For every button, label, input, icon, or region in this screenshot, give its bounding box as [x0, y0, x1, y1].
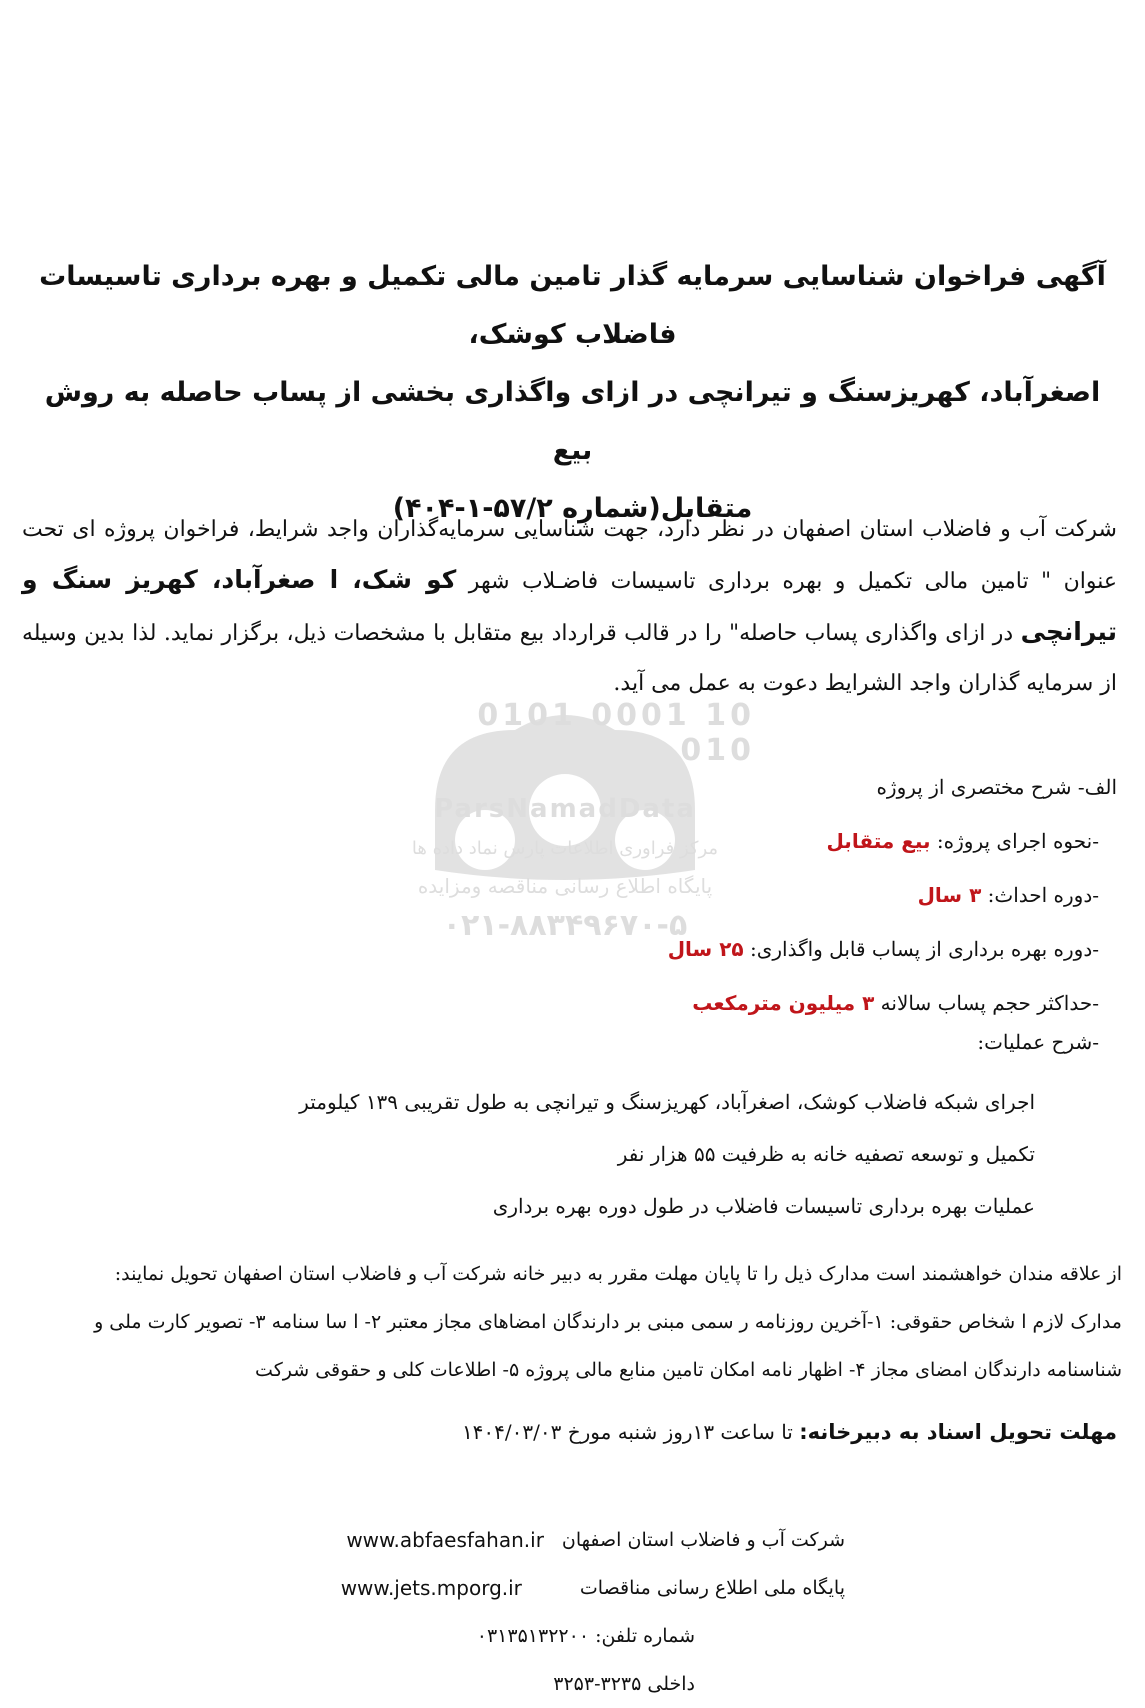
documents-line-2: مدارک لازم ا شخاص حقوقی: ۱-آخرین روزنامه ر سمی مبنی بر دارندگان امضاهای مجاز معتبر ۲- ا سا سنامه ۳- تصویر کارت ملی و	[94, 1311, 1122, 1333]
footer-portal: پایگاه ملی اطلاع رسانی مناقصات	[579, 1577, 845, 1599]
summary-item-label: -دوره بهره برداری از پساب قابل واگذاری:	[743, 937, 1099, 961]
required-documents	[22, 1250, 1122, 1394]
footer-phone	[285, 1612, 845, 1660]
intro-part-1: شرکت آب و فاضلاب استان اصفهان در نظر دارد، جهت شناسایی سرمایه‌گذاران واجد شرایط، فراخوان پروژه ای تحت عنوان " تامین مالی تکمیل و بهره برداری تاسیسات فاضـلاب شهر	[22, 517, 1117, 594]
title-line-1: آگهی فراخوان شناسایی سرمایه گذار تامین مالی تکمیل و بهره برداری تاسیسات فاضلاب کوشک،	[39, 261, 1106, 350]
intro-cities: کو شک، ا صغرآباد، کهریز سنگ و تیرانچی	[22, 565, 1117, 646]
documents-line-1: از علاقه مندان خواهشمند است مدارک ذیل را تا پایان مهلت مقرر به دبیر خانه شرکت آب و فاضلاب استان اصفهان تحویل نمایند:	[114, 1263, 1122, 1285]
documents-line-3: شناسنامه دارندگان امضای مجاز ۴- اظهار نامه امکان تامین منابع مالی پروژه ۵- اطلاعات کلی و حقوقی شرکت	[255, 1359, 1122, 1381]
title-line-2: اصغرآباد، کهریزسنگ و تیرانچی در ازای واگذاری بخشی از پساب حاصله به روش بیع	[44, 377, 1101, 466]
title-line-3: متقابل(شماره ۵۷/۲-۱-۴۰۴)	[392, 493, 753, 524]
watermark-phone: ۰۲۱-۸۸۳۴۹۶۷۰-۵	[442, 908, 688, 943]
watermark-line1: مرکز فراوری اطلاعات پارس نماد داده ها	[411, 838, 719, 859]
company-website-link[interactable]: www.abfaesfahan.ir	[346, 1528, 544, 1552]
summary-item-value: ۲۵ سال	[667, 937, 744, 961]
footer-company-row	[285, 1516, 845, 1564]
footer-extension	[285, 1660, 845, 1708]
intro-part-2: در ازای واگذاری پساب حاصله" را در قالب قرارداد بیع متقابل با مشخصات ذیل، برگزار نماید. لذا بدین وسیله از سرمایه گذاران واجد الشرایط دعوت به عمل می آید.	[22, 621, 1117, 696]
contact-footer	[285, 1516, 845, 1708]
summary-heading: الف- شرح مختصری از پروژه	[876, 775, 1117, 799]
summary-item-construction	[417, 868, 1117, 922]
summary-item-label: -دوره احداث:	[981, 883, 1099, 907]
footer-extension-text: داخلی ۳۲۳۵-۳۲۵۳	[553, 1673, 695, 1695]
summary-item-value: ۳ میلیون مترمکعب	[692, 991, 875, 1015]
submission-deadline	[462, 1420, 1117, 1444]
watermark-line2: پایگاه اطلاع رسانی مناقصه ومزایده	[417, 874, 713, 898]
operation-item: اجرای شبکه فاضلاب کوشک، اصغرآباد، کهریزسنگ و تیرانچی به طول تقریبی ۱۳۹ کیلومتر	[299, 1090, 1035, 1114]
summary-item-label: -حداکثر حجم پساب سالانه	[874, 991, 1099, 1015]
intro-paragraph	[22, 505, 1117, 709]
summary-item-value: بیع متقابل	[826, 829, 931, 853]
footer-portal-row	[285, 1564, 845, 1612]
summary-item-method	[417, 814, 1117, 868]
operation-item: عملیات بهره برداری تاسیسات فاضلاب در طول دوره بهره برداری	[492, 1194, 1035, 1218]
footer-company: شرکت آب و فاضلاب استان اصفهان	[561, 1529, 845, 1551]
notice-title	[30, 248, 1115, 538]
deadline-label: مهلت تحویل اسناد به دبیرخانه:	[799, 1420, 1117, 1444]
deadline-text: تا ساعت ۱۳روز شنبه مورخ ۱۴۰۴/۰۳/۰۳	[461, 1420, 800, 1444]
summary-item-operation	[417, 922, 1117, 976]
operations-heading: -شرح عملیات:	[977, 1030, 1099, 1054]
summary-item-volume	[417, 976, 1117, 1030]
footer-phone-text: شماره تلفن: ۰۳۱۳۵۱۳۲۲۰۰	[476, 1625, 695, 1647]
project-summary	[417, 760, 1117, 1030]
watermark-brand: ParsNamadData	[434, 794, 696, 824]
summary-item-label: -نحوه اجرای پروژه:	[930, 829, 1099, 853]
portal-website-link[interactable]: www.jets.mporg.ir	[340, 1576, 522, 1600]
operation-item: تکمیل و توسعه تصفیه خانه به ظرفیت ۵۵ هزار نفر	[617, 1142, 1035, 1166]
summary-item-value: ۳ سال	[917, 883, 982, 907]
operations-list	[235, 1076, 1035, 1232]
watermark-digits: 0101 0001 10 010	[477, 698, 755, 768]
